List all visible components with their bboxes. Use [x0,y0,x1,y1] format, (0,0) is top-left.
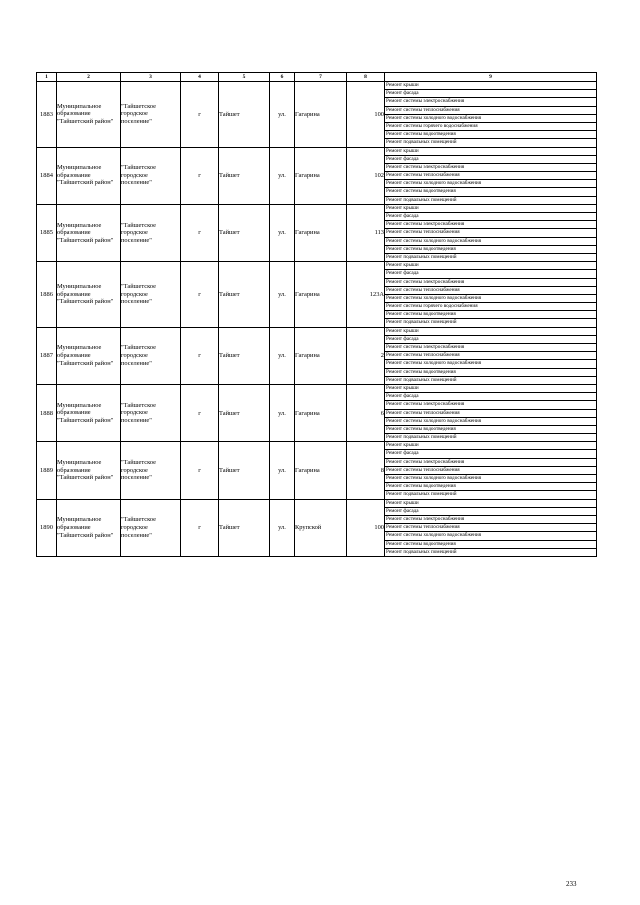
work-item: Ремонт фасада [385,508,596,516]
header-cell-5: 5 [219,73,270,82]
settlement-cell: "Тайшетское городское поселение" [121,499,181,556]
street-type-cell: ул. [270,82,295,148]
work-item: Ремонт системы электроснабжения [385,459,596,467]
city-cell: Тайшет [219,384,270,441]
table-row [37,204,597,261]
house-number-cell: 8 [347,442,385,499]
street-cell: Гагарина [295,82,347,148]
street-cell: Гагарина [295,147,347,204]
row-number: 1887 [37,327,57,384]
street-cell: Гагарина [295,204,347,261]
work-item: Ремонт подвальных помещений [386,253,457,260]
table-row [37,147,597,204]
work-item: Ремонт крыши [385,385,596,393]
header-cell-3: 3 [121,73,181,82]
header-cell-4: 4 [181,73,219,82]
street-type-cell: ул. [270,384,295,441]
work-item: Ремонт крыши [385,262,596,270]
table-row [37,327,597,384]
municipality-cell: Муниципальное образование "Тайшетский район" [57,384,121,441]
row-number: 1884 [37,147,57,204]
municipality-cell: Муниципальное образование "Тайшетский район" [57,204,121,261]
city-cell: Тайшет [219,82,270,148]
work-item: Ремонт системы электроснабжения [385,401,596,409]
work-item: Ремонт системы холодного водоснабжения [385,115,596,123]
house-number-cell: 113 [347,204,385,261]
settlement-cell: "Тайшетское городское поселение" [121,204,181,261]
header-row [37,73,597,82]
table-row [37,499,597,556]
work-item: Ремонт крыши [385,442,596,450]
work-item: Ремонт системы теплоснабжения [385,229,596,237]
work-item: Ремонт системы теплоснабжения [385,467,596,475]
table-body [37,82,597,557]
works-cell [385,442,597,499]
header-cell-8: 8 [347,73,385,82]
city-cell: Тайшет [219,147,270,204]
settlement-cell: "Тайшетское городское поселение" [121,147,181,204]
table-row [37,384,597,441]
street-cell: Гагарина [295,327,347,384]
street-type-cell: ул. [270,262,295,328]
row-number: 1886 [37,262,57,328]
work-item: Ремонт системы теплоснабжения [385,172,596,180]
work-item: Ремонт системы электроснабжения [385,221,596,229]
locality-type-cell: г [181,82,219,148]
settlement-cell: "Тайшетское городское поселение" [121,82,181,148]
works-cell [385,327,597,384]
work-item: Ремонт системы электроснабжения [385,344,596,352]
work-item: Ремонт системы водоотведения [385,131,596,139]
house-number-cell: 100 [347,499,385,556]
work-item: Ремонт фасада [385,270,596,278]
municipality-cell: Муниципальное образование "Тайшетский район" [57,499,121,556]
work-item: Ремонт фасада [385,450,596,458]
street-cell: Гагарина [295,442,347,499]
city-cell: Тайшет [219,262,270,328]
header-cell-6: 6 [270,73,295,82]
municipality-cell: Муниципальное образование "Тайшетский район" [57,147,121,204]
street-type-cell: ул. [270,327,295,384]
work-item: Ремонт подвальных помещений [386,376,457,383]
street-type-cell: ул. [270,147,295,204]
works-cell [385,499,597,556]
municipality-cell: Муниципальное образование "Тайшетский район" [57,442,121,499]
house-number-cell: 123А [347,262,385,328]
work-item: Ремонт системы теплоснабжения [385,287,596,295]
city-cell: Тайшет [219,327,270,384]
work-item: Ремонт подвальных помещений [386,434,457,441]
locality-type-cell: г [181,499,219,556]
work-item: Ремонт системы теплоснабжения [385,524,596,532]
work-item: Ремонт системы холодного водоснабжения [385,360,596,368]
work-item: Ремонт подвальных помещений [386,319,457,326]
locality-type-cell: г [181,384,219,441]
work-item: Ремонт системы водоотведения [385,246,596,254]
work-item: Ремонт крыши [385,82,596,90]
work-item: Ремонт системы электроснабжения [385,516,596,524]
work-item: Ремонт системы теплоснабжения [385,107,596,115]
locality-type-cell: г [181,262,219,328]
locality-type-cell: г [181,442,219,499]
work-item: Ремонт системы электроснабжения [385,279,596,287]
work-item: Ремонт системы водоотведения [385,426,596,434]
street-cell: Крупской [295,499,347,556]
work-item: Ремонт системы холодного водоснабжения [385,180,596,188]
work-item: Ремонт подвальных помещений [386,139,457,146]
work-item: Ремонт системы водоотведения [385,311,596,319]
street-cell: Гагарина [295,262,347,328]
municipality-cell: Муниципальное образование "Тайшетский район" [57,327,121,384]
work-item: Ремонт системы холодного водоснабжения [385,238,596,246]
house-number-cell: 6 [347,384,385,441]
row-number: 1885 [37,204,57,261]
header-cell-7: 7 [295,73,347,82]
row-number: 1890 [37,499,57,556]
works-cell [385,384,597,441]
table-row [37,442,597,499]
settlement-cell: "Тайшетское городское поселение" [121,384,181,441]
work-item: Ремонт крыши [385,205,596,213]
locality-type-cell: г [181,327,219,384]
header-cell-1: 1 [37,73,57,82]
header-cell-2: 2 [57,73,121,82]
work-item: Ремонт крыши [385,500,596,508]
street-type-cell: ул. [270,442,295,499]
work-item: Ремонт подвальных помещений [386,196,457,203]
locality-type-cell: г [181,204,219,261]
table-row [37,82,597,148]
city-cell: Тайшет [219,499,270,556]
settlement-cell: "Тайшетское городское поселение" [121,442,181,499]
works-cell [385,204,597,261]
street-cell: Гагарина [295,384,347,441]
table-row [37,262,597,328]
work-item: Ремонт системы электроснабжения [385,98,596,106]
work-item: Ремонт системы горячего водоснабжения [385,123,596,131]
works-cell [385,82,597,148]
street-type-cell: ул. [270,499,295,556]
work-item: Ремонт системы холодного водоснабжения [385,295,596,303]
work-item: Ремонт подвальных помещений [386,548,457,555]
row-number: 1889 [37,442,57,499]
work-item: Ремонт системы водоотведения [385,369,596,377]
city-cell: Тайшет [219,442,270,499]
work-item: Ремонт крыши [385,328,596,336]
row-number: 1883 [37,82,57,148]
work-item: Ремонт фасада [385,213,596,221]
page-number: 233 [566,880,577,888]
settlement-cell: "Тайшетское городское поселение" [121,327,181,384]
work-item: Ремонт системы водоотведения [385,188,596,196]
work-item: Ремонт системы холодного водоснабжения [385,475,596,483]
house-number-cell: 100 [347,82,385,148]
work-item: Ремонт фасада [385,393,596,401]
municipality-cell: Муниципальное образование "Тайшетский район" [57,262,121,328]
work-item: Ремонт системы теплоснабжения [385,410,596,418]
work-item: Ремонт фасада [385,90,596,98]
work-item: Ремонт системы теплоснабжения [385,352,596,360]
locality-type-cell: г [181,147,219,204]
work-item: Ремонт крыши [385,148,596,156]
house-number-cell: 2 [347,327,385,384]
works-cell [385,147,597,204]
works-cell [385,262,597,328]
work-item: Ремонт системы водоотведения [385,483,596,491]
work-item: Ремонт системы водоотведения [385,541,596,549]
work-item: Ремонт системы холодного водоснабжения [385,532,596,540]
header-cell-9: 9 [385,73,597,82]
registry-table [36,72,597,557]
work-item: Ремонт системы холодного водоснабжения [385,418,596,426]
street-type-cell: ул. [270,204,295,261]
municipality-cell: Муниципальное образование "Тайшетский район" [57,82,121,148]
work-item: Ремонт фасада [385,156,596,164]
work-item: Ремонт фасада [385,336,596,344]
settlement-cell: "Тайшетское городское поселение" [121,262,181,328]
work-item: Ремонт системы электроснабжения [385,164,596,172]
work-item: Ремонт подвальных помещений [386,491,457,498]
work-item: Ремонт системы горячего водоснабжения [385,303,596,311]
row-number: 1888 [37,384,57,441]
city-cell: Тайшет [219,204,270,261]
house-number-cell: 102 [347,147,385,204]
